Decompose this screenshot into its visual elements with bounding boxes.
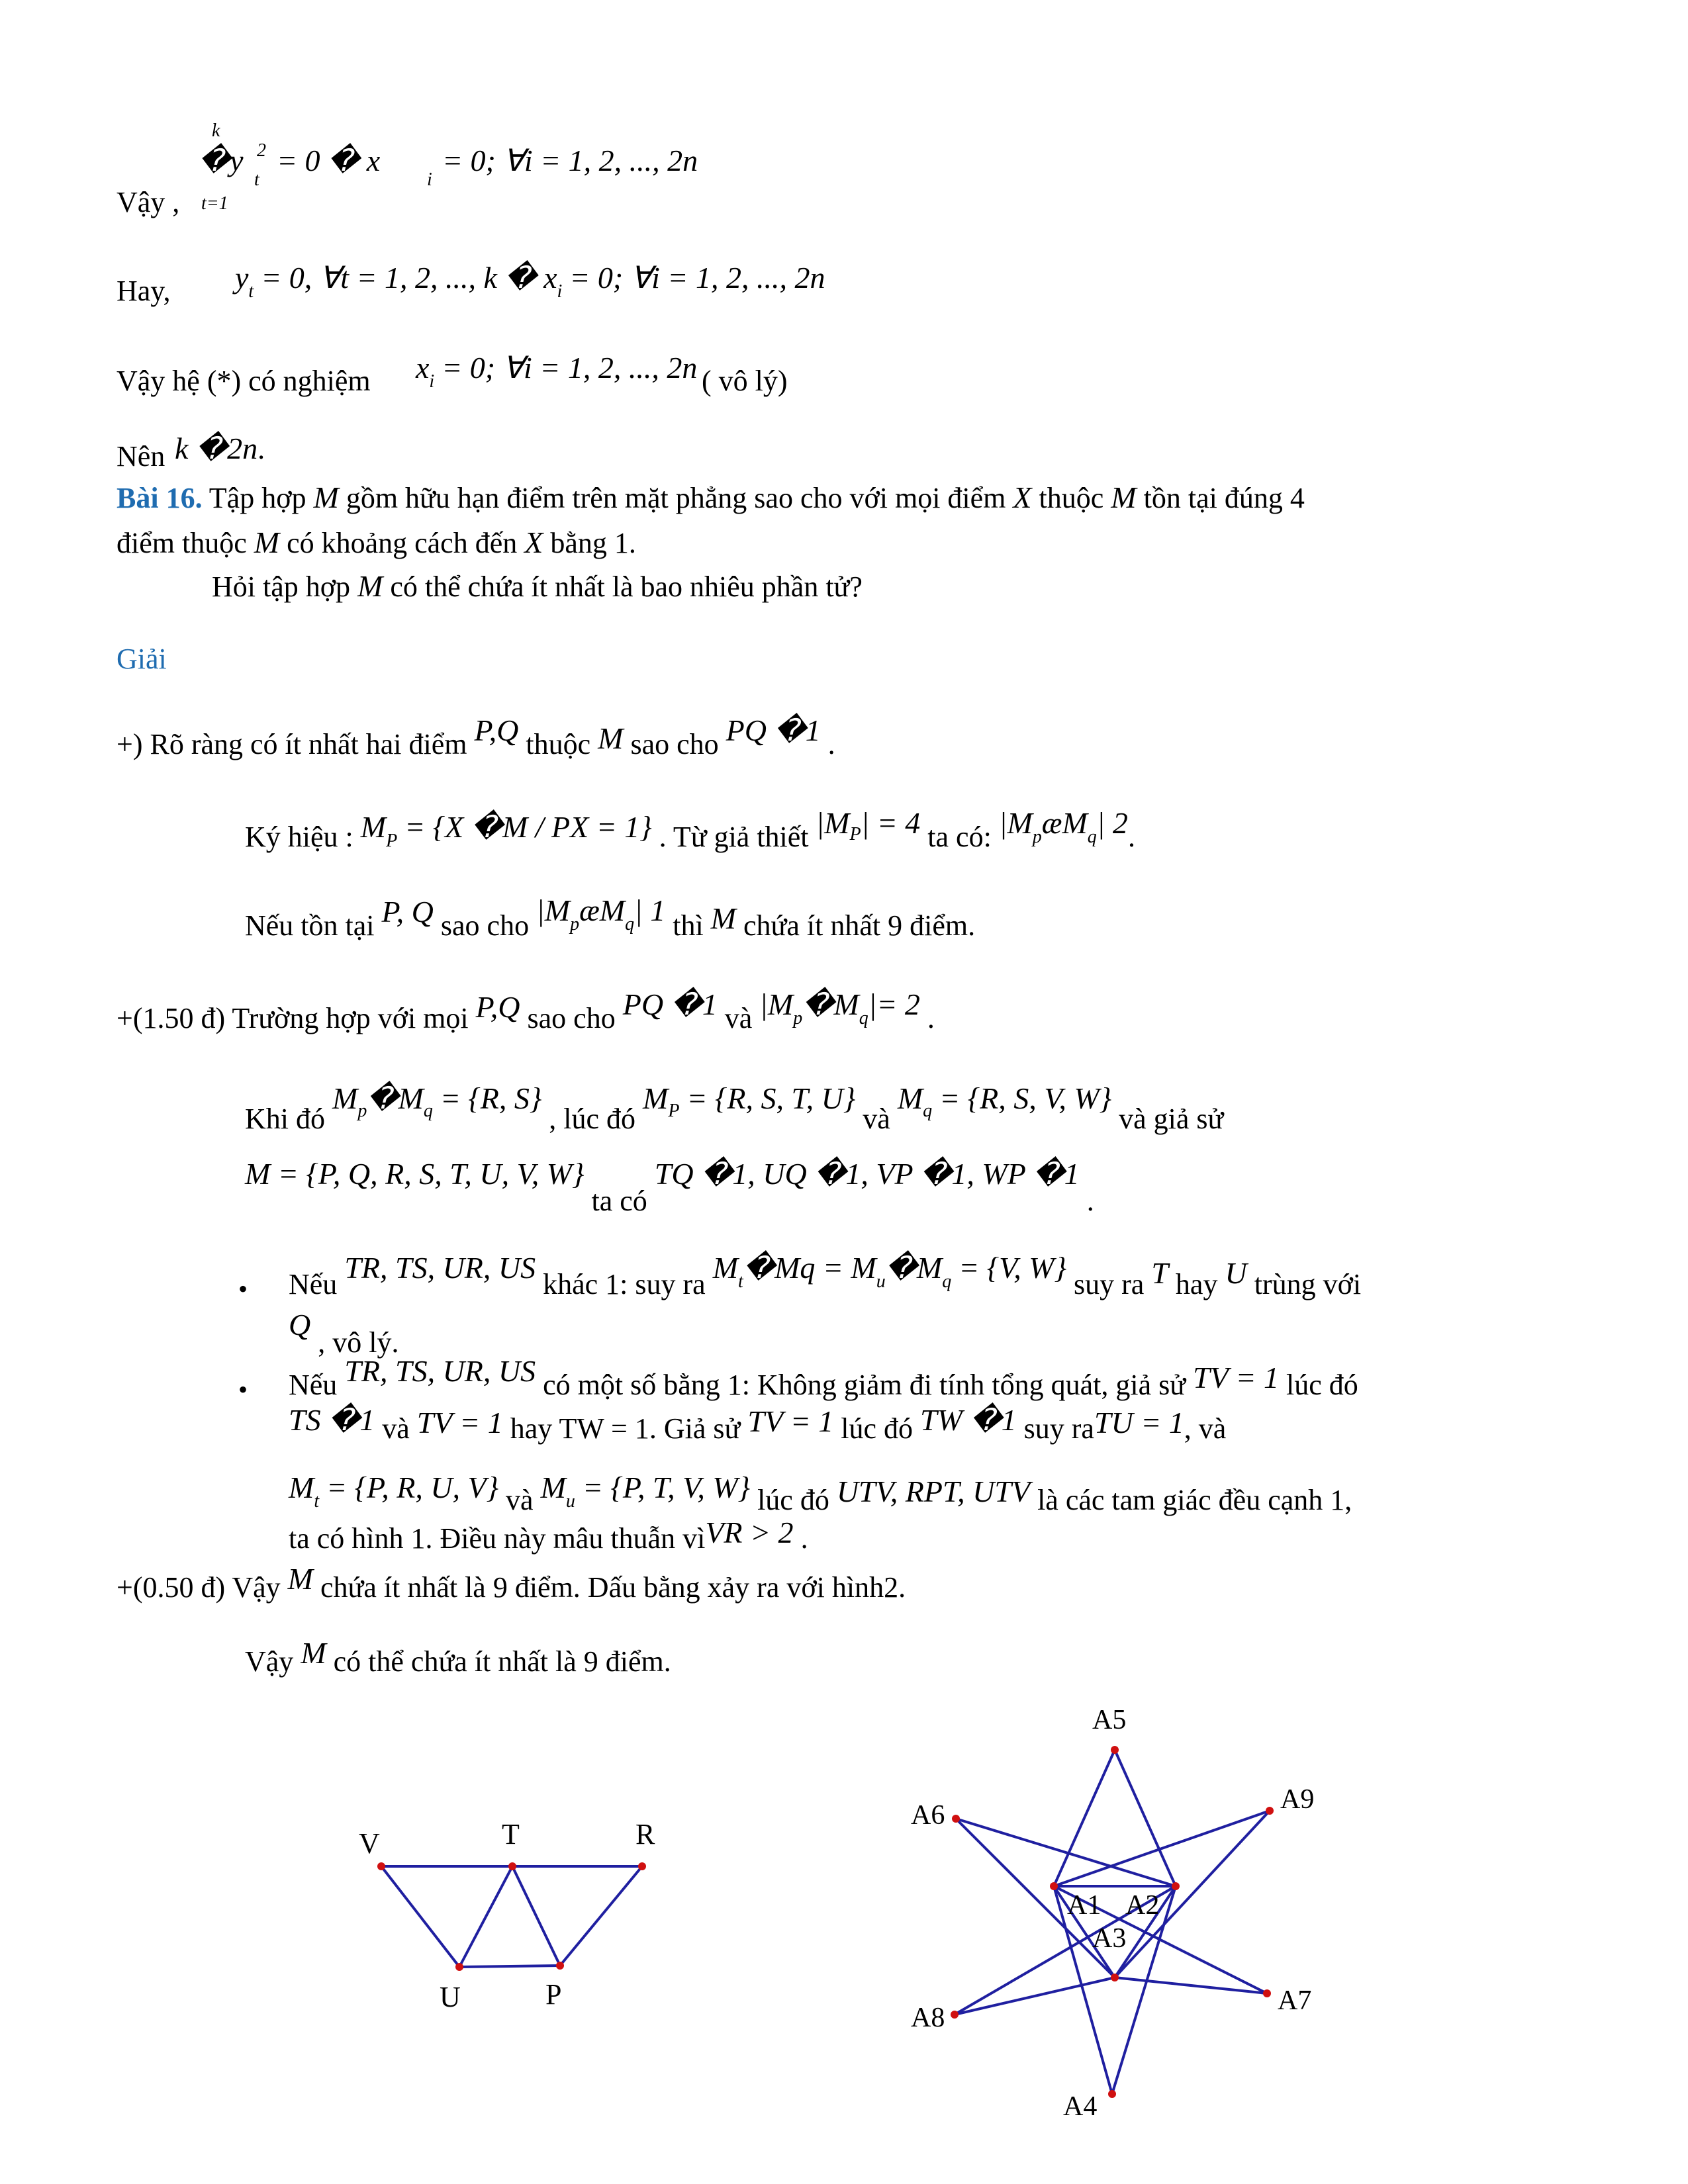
text-nen: Nên [117, 440, 165, 473]
bullet-1-line1: Nếu TR, TS, UR, US khác 1: suy ra $M^t�Mq$ = $M^u�M^q = \{V$, W} suy ra T hay U trùng với [289, 1251, 1362, 1300]
solution-step3: Nếu tồn tại P, Q sao cho |MpæMq| 1 thì M chứa ít nhất 9 điểm. [245, 893, 976, 942]
text-vay: Vậy , [117, 186, 180, 218]
segment-RP [560, 1866, 642, 1966]
solution-heading: Giải [117, 643, 167, 675]
segment-A9A1 [1054, 1811, 1270, 1886]
segment-VU [381, 1866, 459, 1967]
label-A8: A8 [911, 2003, 945, 2033]
point-R [638, 1862, 646, 1870]
label-A3: A3 [1092, 1923, 1127, 1954]
label-A5: A5 [1092, 1705, 1127, 1735]
point-A2 [1172, 1882, 1180, 1890]
label-U: U [440, 1981, 461, 2012]
math-nghiem: $x_i = 0$; ∀i = 1, 2, ..., 2n [416, 351, 698, 392]
bullet-2-line4: ta có hình 1. Điều này mâu thuẫn vìVR > 2 . [289, 1516, 808, 1555]
label-A9: A9 [1280, 1784, 1315, 1815]
point-P [556, 1962, 564, 1970]
conclusion-line2: Vậy M có thể chứa ít nhất là 9 điểm. [245, 1636, 671, 1678]
segment-TU [459, 1866, 512, 1967]
text-vo-ly: ( vô lý) [702, 365, 788, 397]
math-nen: k �2n. [175, 432, 265, 465]
point-A3 [1111, 1974, 1119, 1981]
segment-A7A3 [1115, 1978, 1267, 1993]
segment-A8A3 [955, 1978, 1115, 2015]
problem-question: Hỏi tập hợp M có thể chứa ít nhất là bao nhiêu phần tử? [212, 569, 863, 603]
label-R: R [635, 1818, 655, 1850]
line-hay: Hay, [117, 275, 171, 307]
text-vay-he: Vậy hệ (*) có nghiệm [117, 365, 371, 397]
solution-khi-do: Khi đó $M^p�M^q = \{R$, S} , lúc đó $M^P = \{R$, S, T, U} và $M^q = \{R$, S, V, W} và giả sử [245, 1081, 1224, 1135]
problem-statement-line2: điểm thuộc M có khoảng cách đến X bằng 1. [117, 525, 636, 559]
bullet-2-line2: TS �1 và TV = 1 hay TW = 1. Giả sử TV = 1 lúc đó TW �1 suy raTU = 1, và [289, 1403, 1227, 1445]
label-P: P [545, 1978, 562, 2011]
bullet-dot: • [238, 1274, 248, 1304]
math-hay: $y_t = 0$, ∀t = 1, 2, ..., k � $x_i = 0$; ∀i = 1, 2, ..., 2n [235, 261, 825, 302]
point-A1 [1050, 1882, 1058, 1890]
label-A4: A4 [1063, 2091, 1098, 2118]
solution-set-M: M = {P, Q, R, S, T, U, V, W} ta có TQ �1, UQ �1, VP �1, WP �1 . [245, 1157, 1094, 1217]
point-A4 [1108, 2090, 1116, 2098]
label-T: T [502, 1818, 520, 1850]
segment-UP [459, 1966, 560, 1967]
figure-1 [331, 1813, 702, 2012]
label-A6: A6 [911, 1800, 945, 1831]
segment-A5A2 [1115, 1750, 1176, 1886]
point-A9 [1266, 1807, 1274, 1815]
bullet-dot: • [238, 1375, 248, 1404]
label-A7: A7 [1278, 1985, 1312, 2016]
point-A6 [952, 1815, 960, 1823]
figure-2 [887, 1694, 1364, 2118]
point-A8 [951, 2011, 959, 2019]
point-V [377, 1862, 385, 1870]
conclusion-line1: +(0.50 đ) Vậy M chứa ít nhất là 9 điểm. Dấu bằng xảy ra với hình2. [117, 1562, 906, 1604]
point-T [508, 1862, 516, 1870]
solution-step2: Ký hiệu : MP = {X �M / PX = 1} . Từ giả thiết $|M^P| = 4$ ta có: |MpæMq| 2. [245, 806, 1135, 853]
label-A1: A1 [1067, 1890, 1102, 1921]
bullet-2-line1: Nếu TR, TS, UR, US có một số bằng 1: Không giảm đi tính tổng quát, giả sử TV = 1 lúc đó [289, 1354, 1358, 1401]
problem-statement-line1: Bài 16. Tập hợp M gồm hữu hạn điểm trên mặt phẳng sao cho với mọi điểm X thuộc M tồn tại đúng 4 [117, 480, 1305, 514]
bullet-2-line3: Mt = {P, R, U, V} và Mu = {P, T, V, W} lúc đó UTV, RPT, UTV là các tam giác đều cạnh 1, [289, 1471, 1352, 1516]
segment-TP [512, 1866, 560, 1966]
label-A2: A2 [1125, 1890, 1160, 1921]
solution-case-heading: +(1.50 đ) Trường hợp với mọi P,Q sao cho PQ �1 và |Mp�Mq|= 2 . [117, 987, 935, 1034]
point-A5 [1111, 1746, 1119, 1754]
point-U [455, 1963, 463, 1971]
solution-step1: +) Rõ ràng có ít nhất hai điểm P,Q thuộc M sao cho PQ �1 . [117, 713, 835, 760]
label-V: V [359, 1827, 380, 1860]
bullet-1-line2: Q , vô lý. [289, 1308, 399, 1359]
point-A7 [1263, 1989, 1271, 1997]
